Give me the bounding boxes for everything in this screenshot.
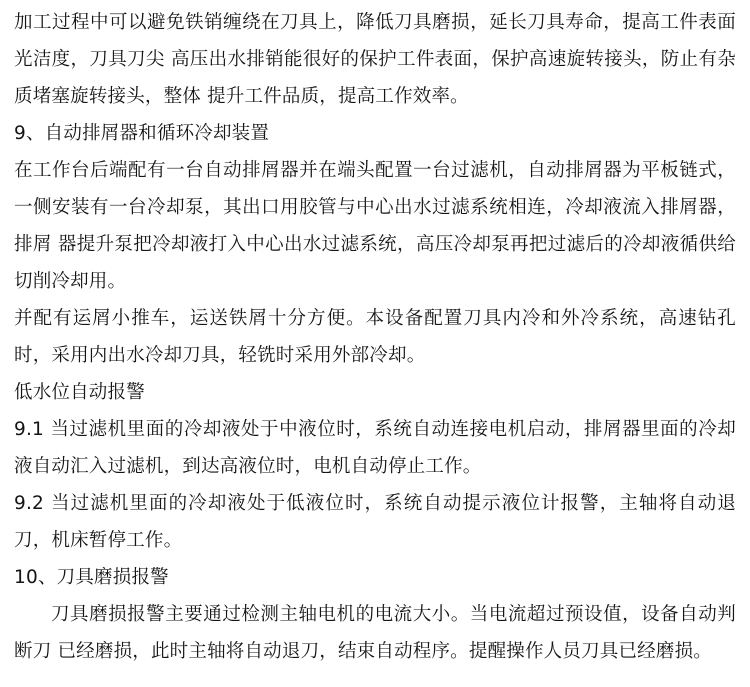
paragraph-chip-conveyor-detail: 在工作台后端配有一台自动排屑器并在端头配置一台过滤机，自动排屑器为平板链式，一侧安装有一台冷却泵，其出口用胶管与中心出水过滤系统相连，冷却液流入排屑器，排屑 器提升泵把冷却液打入中心出水过滤系统，高压冷却泵再把过滤后的冷却液循供给切削冷却用。 (14, 160, 736, 292)
heading-9-chip-conveyor: 9、自动排屑器和循环冷却装置 (14, 123, 270, 144)
heading-low-level-alarm: 低水位自动报警 (14, 382, 145, 403)
heading-10-tool-wear-alarm: 10、刀具磨损报警 (14, 567, 169, 588)
paragraph-9-2: 9.2 当过滤机里面的冷却液处于低液位时，系统自动提示液位计报警，主轴将自动退刀，机床暂停工作。 (14, 493, 736, 551)
paragraph-chip-cart-cooling: 并配有运屑小推车，运送铁屑十分方便。本设备配置刀具内冷和外冷系统，高速钻孔 时，采用内出水冷却刀具，轻铣时采用外部冷却。 (14, 308, 736, 366)
paragraph-9-1: 9.1 当过滤机里面的冷却液处于中液位时，系统自动连接电机启动，排屑器里面的冷却 液自动汇入过滤机，到达高液位时，电机自动停止工作。 (14, 419, 736, 477)
paragraph-tool-wear-detail: 刀具磨损报警主要通过检测主轴电机的电流大小。当电流超过预设值，设备自动判断刀 已经磨损，此时主轴将自动退刀，结束自动程序。提醒操作人员刀具已经磨损。 (14, 604, 736, 662)
paragraph-chip-benefits: 加工过程中可以避免铁销缠绕在刀具上，降低刀具磨损，延长刀具寿命，提高工件表面光洁度，刀具刀尖 高压出水排销能很好的保护工件表面，保护高速旋转接头，防止有杂质堵塞旋转接头，整体 提升工件品质，提高工作效率。 (14, 12, 736, 107)
